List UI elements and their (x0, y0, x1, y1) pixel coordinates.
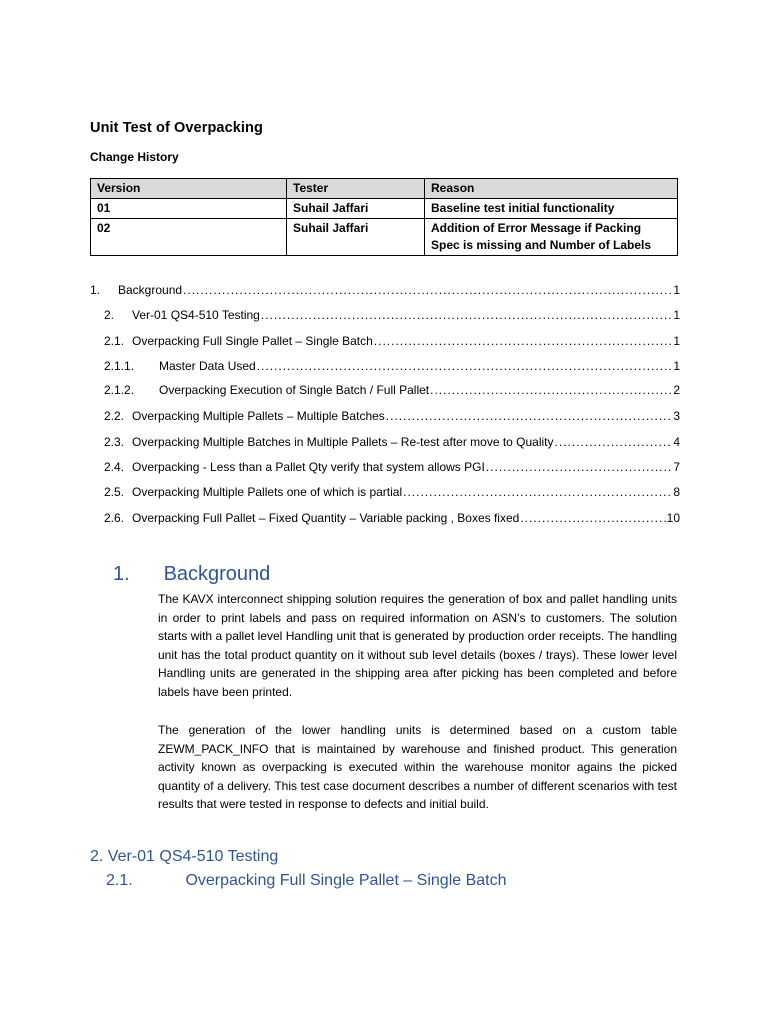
toc-entry[interactable] (104, 304, 680, 322)
toc-entry[interactable] (104, 431, 680, 449)
document-title: Unit Test of Overpacking (90, 120, 263, 136)
toc-page-number: 8 (673, 485, 680, 499)
cell-version: 01 (91, 199, 287, 219)
toc-entry[interactable] (104, 456, 680, 474)
toc-leader (183, 283, 672, 297)
toc-title: Background (118, 283, 183, 297)
toc-number: 2.1. (104, 334, 125, 348)
toc-leader (555, 435, 673, 449)
section-number: 1. (113, 563, 130, 585)
toc-page-number: 1 (673, 359, 680, 373)
toc-page-number: 1 (673, 308, 680, 322)
cell-tester: Suhail Jaffari (287, 219, 425, 256)
toc-page-number: 1 (673, 283, 680, 297)
toc-entry[interactable] (104, 507, 680, 525)
table-row (91, 199, 678, 219)
toc-entry[interactable] (104, 405, 680, 423)
toc-number: 2.1.1. (104, 359, 135, 373)
toc-entry[interactable] (104, 481, 680, 499)
toc-leader (261, 308, 672, 322)
toc-page-number: 2 (673, 383, 680, 397)
cell-tester: Suhail Jaffari (287, 199, 425, 219)
table-row (91, 219, 678, 256)
cell-reason: Baseline test initial functionality (425, 199, 678, 219)
subsection-number: 2.1. (106, 872, 133, 889)
toc-title: Ver-01 QS4-510 Testing (132, 308, 260, 322)
toc-number: 2.2. (104, 409, 125, 423)
toc-number: 1. (90, 283, 101, 297)
change-history-table (90, 178, 678, 256)
toc-leader (374, 334, 673, 348)
toc-title: Overpacking Execution of Single Batch / Full Pallet (159, 383, 430, 397)
toc-number: 2.1.2. (104, 383, 135, 397)
toc-leader (430, 383, 672, 397)
toc-title: Overpacking Full Single Pallet – Single Batch (132, 334, 373, 348)
background-paragraph-2: The generation of the lower handling units is determined based on a custom table ZEWM_PACK_INFO that is maintained by warehouse and finished product. This generation activity known as overpacking is executed within the warehouse monitor agains the picked quantity of a delivery. This test case document describes a number of different scenarios with test results that were tested in response to defects and initial build. (158, 723, 677, 812)
toc-leader (403, 485, 672, 499)
toc-leader (486, 460, 673, 474)
toc-number: 2.4. (104, 460, 125, 474)
toc-number: 2. (104, 308, 115, 322)
background-paragraph-1: The KAVX interconnect shipping solution requires the generation of box and pallet handling units in order to print labels and pass on required information on ASN’s to customers. The solution starts with a pallet level Handling unit that is generated by production order receipts. The handling unit has the total product quantity on it without sub level details (boxes / trays). These lower level Handling units are generated in the shipping area after picking has been completed and before labels have been printed. (158, 592, 677, 699)
toc-entry[interactable] (104, 379, 680, 397)
toc-title: Overpacking Multiple Pallets one of which is partial (132, 485, 403, 499)
section-heading-testing: 2. Ver-01 QS4-510 Testing (90, 848, 279, 865)
toc-leader (257, 359, 673, 373)
header-tester: Tester (287, 179, 425, 199)
toc-number: 2.6. (104, 511, 125, 525)
header-reason: Reason (425, 179, 678, 199)
toc-number: 2.3. (104, 435, 125, 449)
toc-leader (386, 409, 673, 423)
toc-title: Master Data Used (159, 359, 256, 373)
toc-title: Overpacking Full Pallet – Fixed Quantity – Variable packing , Boxes fixed (132, 511, 520, 525)
subsection-heading (106, 872, 507, 890)
cell-reason: Addition of Error Message if Packing Spec is missing and Number of Labels (425, 219, 678, 256)
toc-entry[interactable] (104, 330, 680, 348)
toc-page-number: 7 (673, 460, 680, 474)
section-heading-background (113, 563, 270, 586)
toc-title: Overpacking Multiple Batches in Multiple Pallets – Re-test after move to Quality (132, 435, 554, 449)
section-title: Background (163, 563, 271, 585)
toc-page-number: 4 (673, 435, 680, 449)
subsection-title: Overpacking Full Single Pallet – Single Batch (185, 872, 507, 889)
toc-title: Overpacking - Less than a Pallet Qty verify that system allows PGI (132, 460, 485, 474)
toc-title: Overpacking Multiple Pallets – Multiple Batches (132, 409, 385, 423)
toc-leader (520, 511, 665, 525)
header-version: Version (91, 179, 287, 199)
toc-page-number: 10 (666, 511, 680, 525)
change-history-label: Change History (90, 150, 179, 164)
toc-page-number: 3 (673, 409, 680, 423)
toc-entry[interactable] (104, 355, 680, 373)
cell-version: 02 (91, 219, 287, 256)
table-header-row (91, 179, 678, 199)
toc-page-number: 1 (673, 334, 680, 348)
toc-number: 2.5. (104, 485, 125, 499)
toc-entry[interactable] (90, 279, 680, 297)
